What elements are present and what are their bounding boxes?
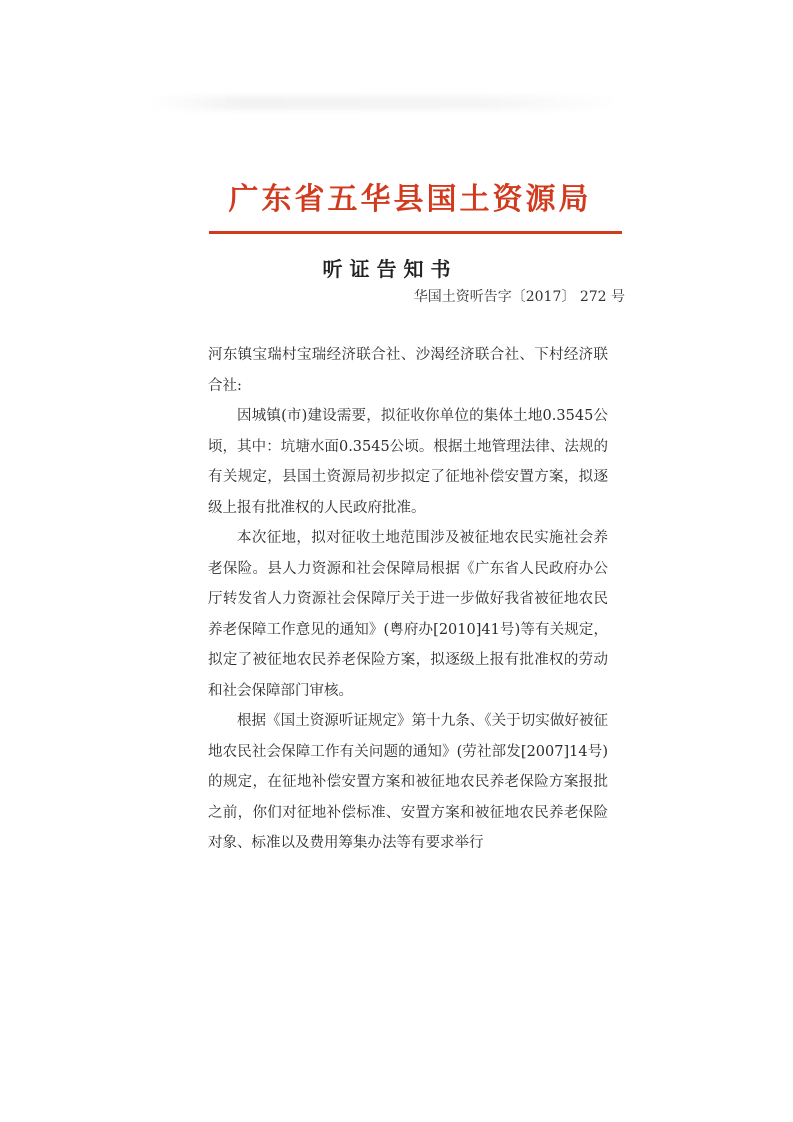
body-paragraph-2: 本次征地，拟对征收土地范围涉及被征地农民实施社会养老保险。县人力资源和社会保障局根据《广东省人民政府办公厅转发省人力资源社会保障厅关于进一步做好我省被征地农民养老保障工作意见的通知》(粤府办[2010]41号)等有关规定，拟定了被征地农民养老保险方案，拟逐级上报有批准权的劳动和社会保障部门审核。: [208, 530, 608, 699]
scan-artifact: [150, 96, 620, 110]
document-body: [208, 340, 608, 859]
agency-letterhead: 广东省五华县国土资源局: [228, 182, 592, 217]
letterhead-red-rule: [209, 231, 622, 234]
addressee-line: 河东镇宝瑞村宝瑞经济联合社、沙渴经济联合社、下村经济联合社:: [208, 347, 608, 394]
document-title: 听证告知书: [322, 257, 458, 281]
document-number: 华国土资听告字〔2017〕 272 号: [413, 289, 625, 305]
body-paragraph-3: 根据《国土资源听证规定》第十九条、《关于切实做好被征地农民社会保障工作有关问题的通知》(劳社部发[2007]14号)的规定，在征地补偿安置方案和被征地农民养老保险方案报批之前，你们对征地补偿标准、安置方案和被征地农民养老保险对象、标准以及费用筹集办法等有要求举行: [208, 713, 608, 851]
body-paragraph-1: 因城镇(市)建设需要，拟征收你单位的集体土地0.3545公顷，其中：坑塘水面0.3545公顷。根据土地管理法律、法规的有关规定，县国土资源局初步拟定了征地补偿安置方案，拟逐级上报有批准权的人民政府批准。: [208, 408, 608, 516]
